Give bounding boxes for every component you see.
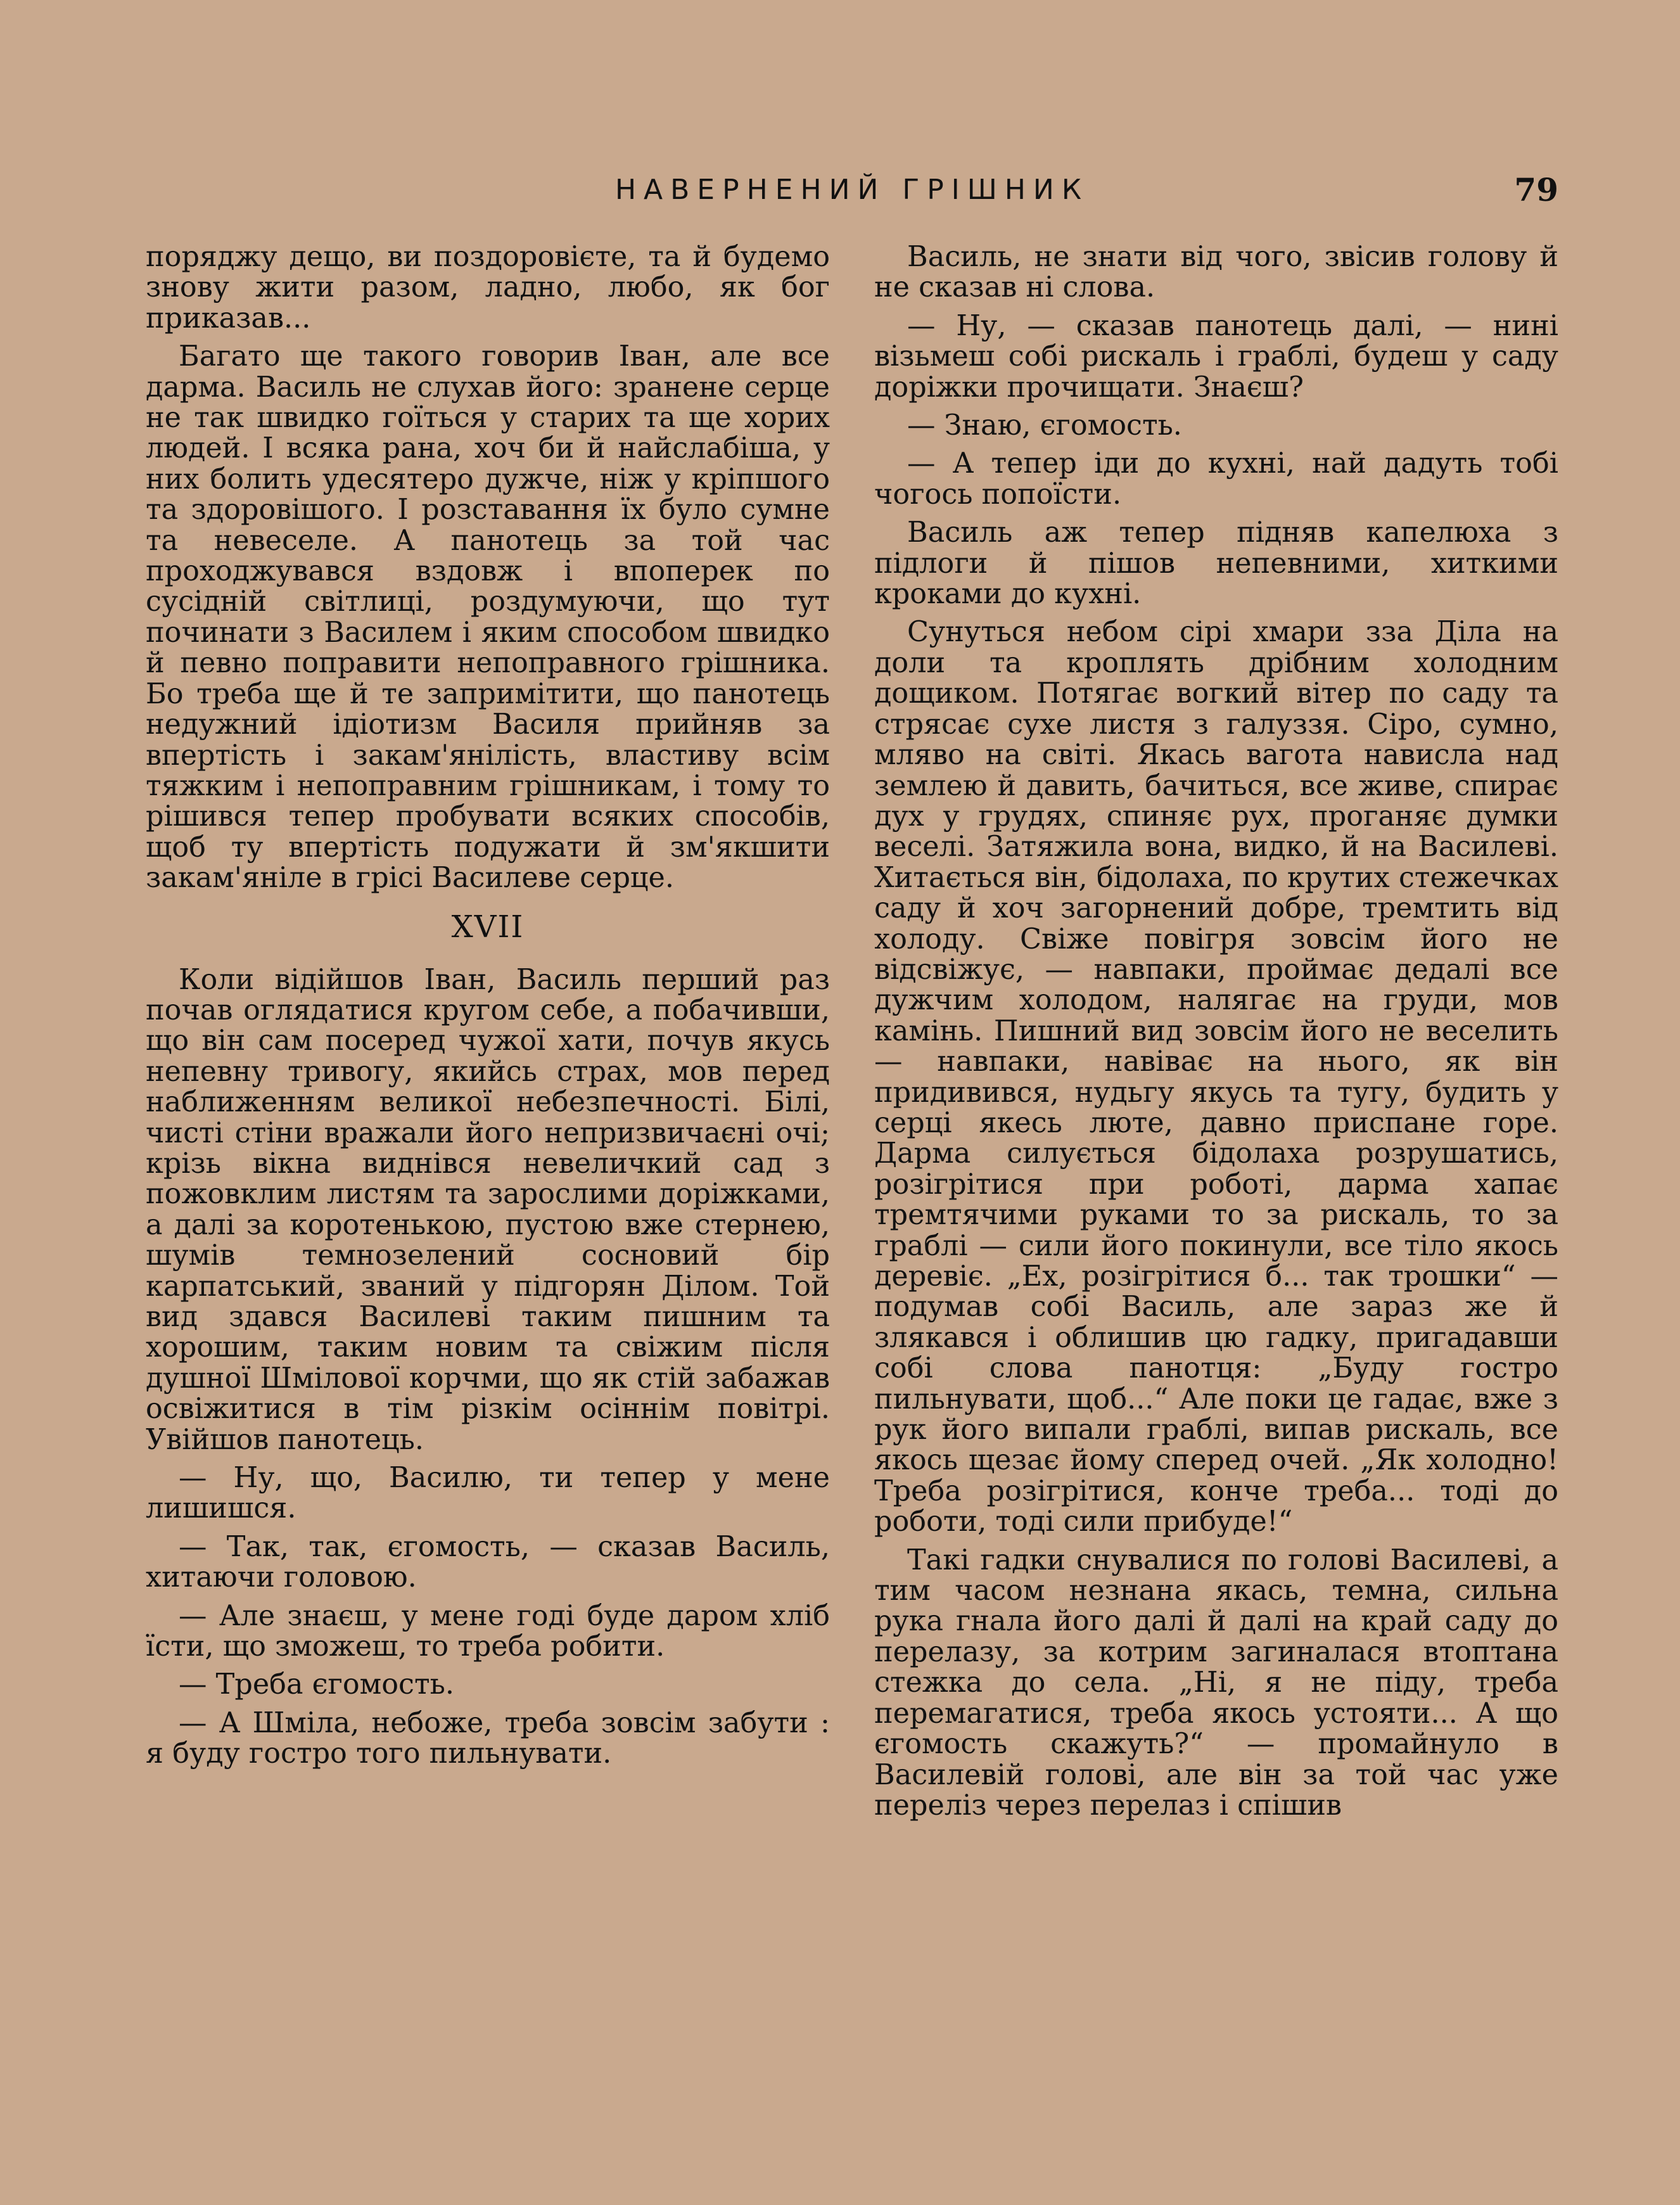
chapter-heading: XVII [451, 909, 525, 945]
dialogue-line: — Треба єгомость. [179, 1668, 454, 1701]
dialogue-line: — А Шміла, небоже, треба зовсім забути : я буду гостро того пильнувати. [146, 1706, 830, 1770]
paragraph: Такі гадки снувалися по голові Василеві, а тим часом незнана якась, темна, сильна рука гнала його далі й далі на край саду до перелазу, за котрим загиналася втоптана стежка до села. „Ні, я не піду, треба перемагатися, треба якось устояти... А що єгомость скажуть?“ — промайнуло в Василевій голові, але він за той час уже переліз через перелаз і спішив [874, 1544, 1558, 1822]
dialogue-line: — Знаю, єгомость. [907, 409, 1182, 442]
dialogue-line: — А тепер іди до кухні, най дадуть тобі чогось попоїсти. [874, 447, 1558, 511]
dialogue-line: — Але знаєш, у мене годі буде даром хліб їсти, що зможеш, то треба робити. [146, 1599, 830, 1663]
left-column [146, 242, 830, 1777]
dialogue-line: — Ну, що, Василю, ти тепер у мене лишишся. [146, 1462, 830, 1525]
dialogue-line: — Ну, — сказав панотець далі, — нині візьмеш собі рискаль і граблі, будеш у саду доріжки прочищати. Знаєш? [874, 309, 1558, 404]
paragraph: Коли відійшов Іван, Василь перший раз почав оглядатися кругом себе, а побачивши, що він сам посеред чужої хати, почув якусь непевну тривогу, якийсь страх, мов перед наближенням великої небезпечності. Білі, чисті стіни вражали його непризвичаєні очі; крізь вікна виднівся невеличкий сад з пожовклим листям та зарослими доріжками, а далі за коротенькою, пустою вже стернею, шумів темнозелений сосновий бір карпатський, званий у підгорян Ділом. Той вид здався Василеві таким пишним та хорошим, таким новим та свіжим після душної Шмілової корчми, що як стій забажав освіжитися в тім різкім осіннім повітрі. Увійшов панотець. [146, 963, 830, 1456]
running-title: НАВЕРНЕНИЙ ГРІШНИК [614, 174, 1090, 206]
page-number: 79 [1514, 171, 1558, 208]
right-column [874, 242, 1558, 1829]
paragraph: поряджу дещо, ви поздоровієте, та й будемо знову жити разом, ладно, любо, як бог приказав... [146, 241, 830, 335]
paragraph: Василь аж тепер підняв капелюха з підлоги й пішов непевними, хиткими кроками до кухні. [874, 516, 1558, 611]
paragraph: Сунуться небом сірі хмари зза Діла на доли та кроплять дрібним холодним дощиком. Потягає вогкий вітер по саду та стрясає сухе листя з галуззя. Сіро, сумно, мляво на світі. Якась вагота нависла над землею й давить, бачиться, все живе, спирає дух у грудях, спиняє рух, проганяє думки веселі. Затяжила вона, видко, й на Василеві. Хитається він, бідолаха, по крутих стежечках саду й хоч загорнений добре, тремтить від холоду. Свіже повігря зовсім його не відсвіжує, — навпаки, проймає дедалі все дужчим холодом, налягає на груди, мов камінь. Пишний вид зовсім його не веселить — навпаки, навіває на нього, як він придивився, нудьгу якусь та тугу, будить у серці якесь люте, давно приспане горе. Дарма силується бідолаха розрушатись, розігрітися при роботі, дарма хапає тремтячими руками то за рискаль, то за граблі — сили його покинули, все тіло якось деревіє. „Ех, розігрітися б... так трошки“ — подумав собі Василь, але зараз же й злякався і облишив цю гадку, пригадавши собі слова панотця: „Буду гостро пильнувати, щоб...“ Але поки це гадає, вже з рук його випали граблі, випав рискаль, все якось щезає йому сперед очей. „Як холодно! Треба розігрітися, конче треба... тоді до роботи, тоді сили прибуде!“ [874, 616, 1558, 1538]
running-head [146, 171, 1558, 209]
paragraph: Багато ще такого говорив Іван, але все дарма. Василь не слухав його: зранене серце не так швидко гоїться у старих та ще хорих людей. І всяка рана, хоч би й найслабіша, у них болить удесятеро дужче, ніж у кріпшого та здоровішого. І розставання їх було сумне та невеселе. А панотець за той час проходжувався вздовж і впоперек по сусідній світлиці, роздумуючи, що тут починати з Василем і яким способом швидко й певно поправити непоправного грішника. Бо треба ще й те запримітити, що панотець недужний ідіотизм Василя прийняв за впертість і закам'янілість, властиву всім тяжким і непоправним грішникам, і тому то рішився тепер пробувати всяких способів, щоб ту впертість подужати й зм'якшити закам'яніле в грісі Василеве серце. [146, 340, 830, 895]
paragraph: Василь, не знати від чого, звісив голову й не сказав ні слова. [874, 241, 1558, 304]
dialogue-line: — Так, так, єгомость, — сказав Василь, хитаючи головою. [146, 1530, 830, 1594]
